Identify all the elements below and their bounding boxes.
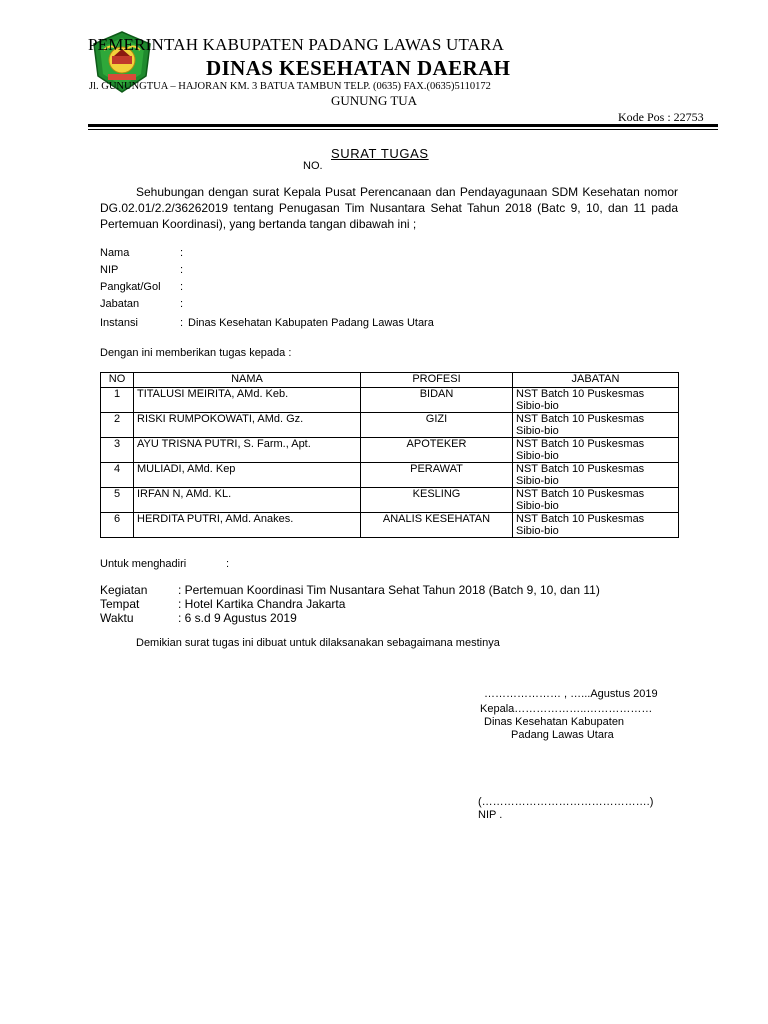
signature-office-line2: Padang Lawas Utara: [511, 729, 614, 741]
detail-value-waktu: : 6 s.d 9 Agustus 2019: [178, 611, 297, 625]
field-label-pangkat: Pangkat/Gol: [100, 281, 161, 293]
field-sep: :: [180, 281, 184, 293]
header-government-name: PEMERINTAH KABUPATEN PADANG LAWAS UTARA: [88, 35, 505, 54]
cell-profesi: APOTEKER: [361, 438, 513, 463]
cell-nama: HERDITA PUTRI, AMd. Anakes.: [134, 513, 361, 538]
table-header-row: [101, 373, 679, 388]
field-label-nama: Nama: [100, 247, 130, 259]
header-address: Jl. GUNUNGTUA – HAJORAN KM. 3 BATUA TAMBUN TELP. (0635) FAX.(0635)5110172: [89, 81, 491, 92]
assign-text: Dengan ini memberikan tugas kepada :: [100, 347, 292, 359]
header-divider-thin: [88, 129, 718, 130]
cell-profesi: PERAWAT: [361, 463, 513, 488]
cell-profesi: KESLING: [361, 488, 513, 513]
untuk-menghadiri-sep: :: [226, 558, 230, 570]
cell-jabatan: NST Batch 10 Puskesmas Sibio-bio: [513, 388, 679, 413]
closing-sentence: Demikian surat tugas ini dibuat untuk dilaksanakan sebagaimana mestinya: [136, 637, 500, 649]
field-sep: :: [180, 317, 184, 329]
cell-no: 6: [101, 513, 134, 538]
field-value-instansi: Dinas Kesehatan Kabupaten Padang Lawas Utara: [188, 317, 434, 329]
table-row: [101, 413, 679, 438]
table-row: [101, 463, 679, 488]
header-city: GUNUNG TUA: [331, 93, 418, 108]
intro-paragraph: Sehubungan dengan surat Kepala Pusat Perencanaan dan Pendayagunaan SDM Kesehatan nomor DG.02.01/2.2/36262019 tentang Penugasan Tim Nusantara Sehat Tahun 2018 (Batc 9, 10, dan 11 pada Pertemuan Koordinasi), yang bertanda tangan dibawah ini ;: [100, 185, 678, 231]
field-sep: :: [180, 298, 184, 310]
staff-table: [100, 372, 679, 538]
cell-no: 4: [101, 463, 134, 488]
cell-nama: IRFAN N, AMd. KL.: [134, 488, 361, 513]
field-label-instansi: Instansi: [100, 317, 138, 329]
col-header-profesi: PROFESI: [361, 373, 513, 388]
detail-label-tempat: Tempat: [100, 597, 140, 611]
field-sep: :: [180, 247, 184, 259]
cell-nama: AYU TRISNA PUTRI, S. Farm., Apt.: [134, 438, 361, 463]
detail-value-tempat: : Hotel Kartika Chandra Jakarta: [178, 597, 346, 611]
cell-profesi: ANALIS KESEHATAN: [361, 513, 513, 538]
cell-nama: MULIADI, AMd. Kep: [134, 463, 361, 488]
field-sep: :: [180, 264, 184, 276]
signature-kepala: Kepala………………..………………: [480, 703, 653, 715]
col-header-jabatan: JABATAN: [513, 373, 679, 388]
table-row: [101, 513, 679, 538]
table-row: [101, 438, 679, 463]
cell-no: 2: [101, 413, 134, 438]
detail-value-kegiatan: : Pertemuan Koordinasi Tim Nusantara Sehat Tahun 2018 (Batch 9, 10, dan 11): [178, 583, 600, 597]
field-label-jabatan: Jabatan: [100, 298, 140, 310]
col-header-nama: NAMA: [134, 373, 361, 388]
col-header-no: NO: [101, 373, 134, 388]
cell-nama: RISKI RUMPOKOWATI, AMd. Gz.: [134, 413, 361, 438]
cell-no: 5: [101, 488, 134, 513]
letter-title: SURAT TUGAS: [331, 146, 429, 161]
table-row: [101, 488, 679, 513]
cell-profesi: GIZI: [361, 413, 513, 438]
cell-jabatan: NST Batch 10 Puskesmas Sibio-bio: [513, 463, 679, 488]
cell-profesi: BIDAN: [361, 388, 513, 413]
letter-number: NO.: [303, 160, 323, 172]
field-label-nip: NIP: [100, 264, 119, 276]
header-postal-code: Kode Pos : 22753: [618, 110, 704, 124]
signature-name-placeholder: (……………………………………….): [478, 796, 654, 808]
cell-no: 3: [101, 438, 134, 463]
table-row: [101, 388, 679, 413]
cell-no: 1: [101, 388, 134, 413]
detail-label-waktu: Waktu: [100, 611, 134, 625]
cell-jabatan: NST Batch 10 Puskesmas Sibio-bio: [513, 413, 679, 438]
header-department-name: DINAS KESEHATAN DAERAH: [206, 56, 511, 80]
signature-nip: NIP .: [478, 809, 503, 821]
signature-office-line1: Dinas Kesehatan Kabupaten: [484, 716, 625, 728]
untuk-menghadiri-label: Untuk menghadiri: [100, 558, 187, 570]
detail-label-kegiatan: Kegiatan: [100, 583, 148, 597]
signature-date: ………………… , …...Agustus 2019: [484, 688, 658, 700]
cell-jabatan: NST Batch 10 Puskesmas Sibio-bio: [513, 513, 679, 538]
header-divider-thick: [88, 124, 718, 127]
cell-jabatan: NST Batch 10 Puskesmas Sibio-bio: [513, 488, 679, 513]
cell-jabatan: NST Batch 10 Puskesmas Sibio-bio: [513, 438, 679, 463]
cell-nama: TITALUSI MEIRITA, AMd. Keb.: [134, 388, 361, 413]
